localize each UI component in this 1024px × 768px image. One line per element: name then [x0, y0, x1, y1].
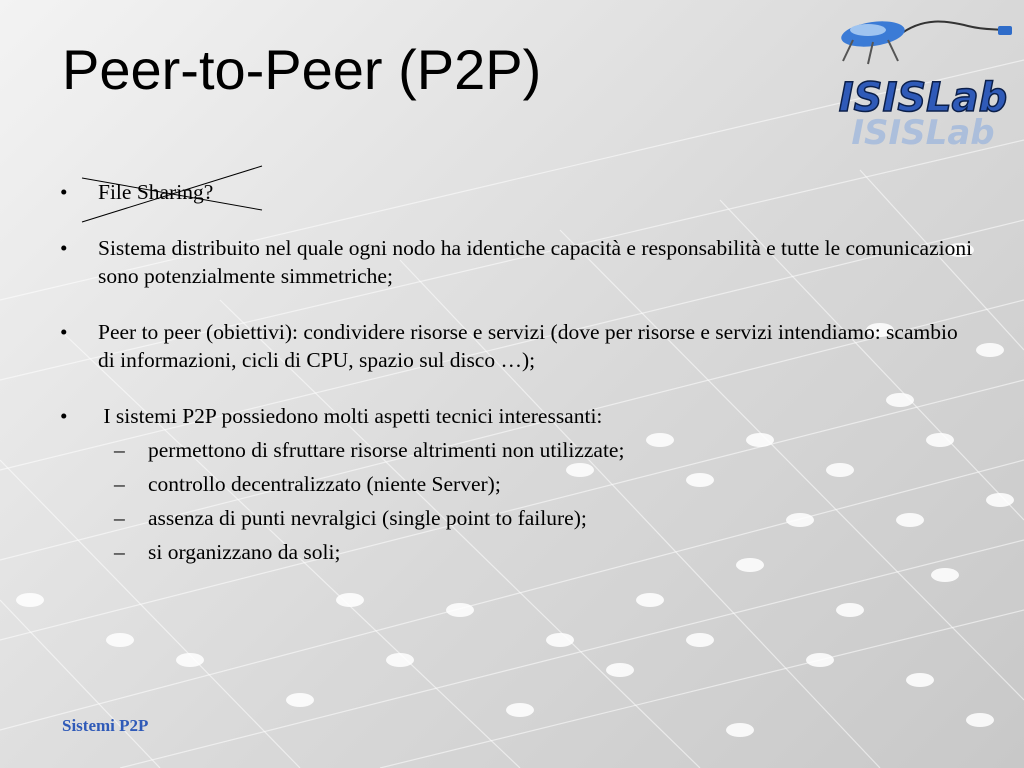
bullet-item-technical-aspects — [56, 402, 976, 572]
bullet-text: I sistemi P2P possiedono molti aspetti tecnici interessanti: — [98, 404, 603, 428]
bullet-item-objectives — [56, 318, 976, 374]
bullet-text: Sistema distribuito nel quale ogni nodo ha identiche capacità e responsabilità e tutte le comunicazioni sono potenzialmente simmetriche; — [98, 236, 973, 288]
isislab-logo — [828, 6, 1018, 156]
sub-bullet-list — [98, 436, 976, 566]
logo-text: ISISLab — [838, 75, 1008, 121]
bullet-item-definition — [56, 234, 976, 290]
bullet-marker: • — [60, 320, 68, 344]
bullet-marker: • — [60, 236, 68, 260]
strike-through-x — [82, 166, 262, 222]
logo-reflection: ISISLab — [851, 113, 995, 153]
slide-title: Peer-to-Peer (P2P) — [62, 38, 542, 101]
sub-bullet-text: si organizzano da soli; — [148, 540, 341, 564]
bullet-marker: • — [60, 404, 68, 428]
sub-bullet-marker: – — [114, 506, 125, 530]
struck-text — [98, 178, 213, 206]
sub-bullet-item — [56, 538, 976, 566]
footer-label: Sistemi P2P — [62, 716, 149, 735]
sub-bullet-item — [56, 470, 976, 498]
bullet-marker: • — [60, 180, 68, 204]
bullet-text: Peer to peer (obiettivi): condividere risorse e servizi (dove per risorse e servizi intendiamo: scambio di informazioni, cicli di CPU, spazio sul disco …); — [98, 320, 958, 372]
bullet-item-file-sharing — [56, 178, 976, 206]
sub-bullet-text: assenza di punti nevralgici (single point to failure); — [148, 506, 587, 530]
bullet-text: File Sharing? — [98, 180, 214, 204]
sub-bullet-text: permettono di sfruttare risorse altrimenti non utilizzate; — [148, 438, 625, 462]
sub-bullet-marker: – — [114, 472, 125, 496]
sub-bullet-text: controllo decentralizzato (niente Server); — [148, 472, 501, 496]
bullet-list — [56, 178, 976, 600]
sub-bullet-item — [56, 504, 976, 532]
sub-bullet-marker: – — [114, 540, 125, 564]
sub-bullet-item — [56, 436, 976, 464]
sub-bullet-marker: – — [114, 438, 125, 462]
